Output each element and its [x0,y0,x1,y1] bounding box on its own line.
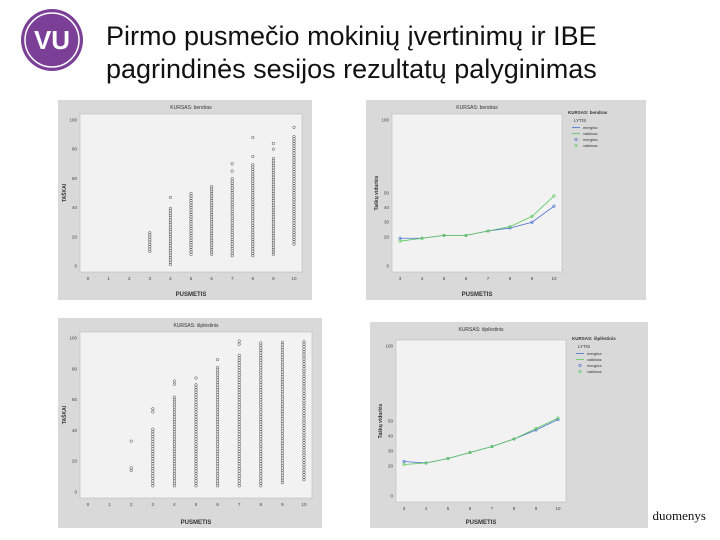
x-tick-label: 4 [173,502,176,507]
chart-panel-2 [366,100,646,300]
y-tick-label: 50 [383,190,389,196]
x-tick-label: 5 [194,502,198,507]
chart-title: KURSAS: bendras [456,105,498,111]
x-axis-label: PUSMETIS [175,292,207,298]
logo-text: VU [33,25,71,55]
y-tick-label: 60 [71,175,77,181]
slide-title [106,20,706,86]
x-axis-label: PUSMETIS [465,520,497,526]
y-axis-label: Taškų vidurkis [374,175,380,211]
y-tick-label: 20 [383,234,389,240]
x-tick-label: 6 [216,502,219,507]
x-tick-label: 3 [402,506,406,511]
y-tick-label: 40 [71,205,77,211]
y-tick-label: 40 [71,427,77,433]
x-tick-label: 9 [534,506,538,511]
x-tick-label: 4 [420,276,424,281]
y-tick-label: 0 [390,493,393,499]
y-tick-label: 40 [383,205,389,211]
line-chart-bendras [366,100,646,300]
slide-title-line1: Pirmo pusmečio mokinių įvertinimų ir IBE [106,21,597,51]
y-tick-label: 20 [71,234,77,240]
chart-panel-1 [58,100,312,300]
y-axis-label: TAŠKAI [62,183,68,203]
x-axis-label: PUSMETIS [180,520,212,526]
line-chart-isplestinis [370,322,648,528]
y-tick-label: 80 [71,366,77,372]
x-tick-label: 6 [468,506,472,511]
plot-area [396,340,566,502]
chart-title: KURSAS: išplėstinis [458,327,504,333]
scatter-chart-isplestinis [58,318,322,528]
x-tick-label: 9 [281,502,284,507]
y-tick-label: 50 [387,418,393,424]
legend-kursas: KURSAS: bendras [568,110,608,115]
x-tick-label: 9 [530,276,534,281]
footer-text: duomenys [652,508,706,523]
chart-panel-3 [58,318,322,528]
y-tick-label: 30 [383,219,389,225]
x-tick-label: 10 [301,502,307,507]
x-tick-label: 7 [230,276,234,281]
x-tick-label: 1 [107,276,110,281]
y-axis-label: TAŠKAI [62,405,68,425]
x-tick-label: 3 [148,276,152,281]
plot-area [392,114,562,272]
x-axis-label: PUSMETIS [461,292,493,298]
legend-marker-swatch [575,144,577,146]
x-tick-label: 3 [398,276,402,281]
x-tick-label: 10 [555,506,561,511]
x-tick-label: 8 [251,276,255,281]
x-tick-label: 5 [442,276,446,281]
y-tick-label: 30 [387,448,393,454]
x-tick-label: 4 [424,506,428,511]
x-tick-label: 8 [508,276,512,281]
x-tick-label: 0 [86,276,90,281]
legend-entry: mergina [587,351,602,356]
y-tick-label: 0 [386,263,389,269]
y-tick-label: 20 [387,463,393,469]
y-tick-label: 100 [381,117,389,123]
legend-entry: vaikinas [583,131,598,136]
legend-marker-swatch [579,370,581,372]
y-tick-label: 60 [71,397,77,403]
legend-title: LYTIS [578,344,591,349]
x-tick-label: 7 [486,276,490,281]
legend-entry: mergina [583,125,598,130]
x-tick-label: 2 [127,276,131,281]
scatter-chart-bendras [58,100,312,300]
legend-title: LYTIS [574,118,587,123]
y-axis-label: Taškų vidurkis [378,403,384,439]
legend-entry: vaikinas [583,143,598,148]
chart-title: KURSAS: bendras [170,105,212,111]
legend-entry: mergina [583,137,598,142]
x-tick-label: 0 [86,502,90,507]
x-tick-label: 8 [512,506,516,511]
x-tick-label: 2 [129,502,133,507]
x-tick-label: 5 [189,276,193,281]
y-tick-label: 0 [74,489,77,495]
y-tick-label: 100 [69,335,77,341]
x-tick-label: 7 [490,506,494,511]
x-tick-label: 1 [108,502,111,507]
legend-kursas: KURSAS: išplėstinis [572,336,616,341]
slide-title-line2: pagrindinės sesijos rezultatų palyginimas [106,54,597,84]
x-tick-label: 10 [551,276,557,281]
legend-marker-swatch [579,364,581,366]
x-tick-label: 8 [259,502,263,507]
x-tick-label: 3 [151,502,155,507]
y-tick-label: 100 [385,343,393,349]
y-tick-label: 80 [71,146,77,152]
legend-entry: vaikinas [587,357,602,362]
x-tick-label: 5 [446,506,450,511]
legend-marker-swatch [575,138,577,140]
x-tick-label: 9 [272,276,275,281]
vu-logo [20,8,84,72]
legend-entry: mergina [587,363,602,368]
x-tick-label: 7 [237,502,241,507]
legend-entry: vaikinas [587,369,602,374]
x-tick-label: 6 [464,276,468,281]
x-tick-label: 10 [291,276,297,281]
y-tick-label: 0 [74,263,77,269]
plot-area [80,332,312,498]
chart-title: KURSAS: išplėstinis [173,323,219,329]
y-tick-label: 20 [71,458,77,464]
x-tick-label: 4 [169,276,172,281]
chart-panel-4 [370,322,648,528]
y-tick-label: 100 [69,117,77,123]
x-tick-label: 6 [210,276,213,281]
y-tick-label: 40 [387,433,393,439]
